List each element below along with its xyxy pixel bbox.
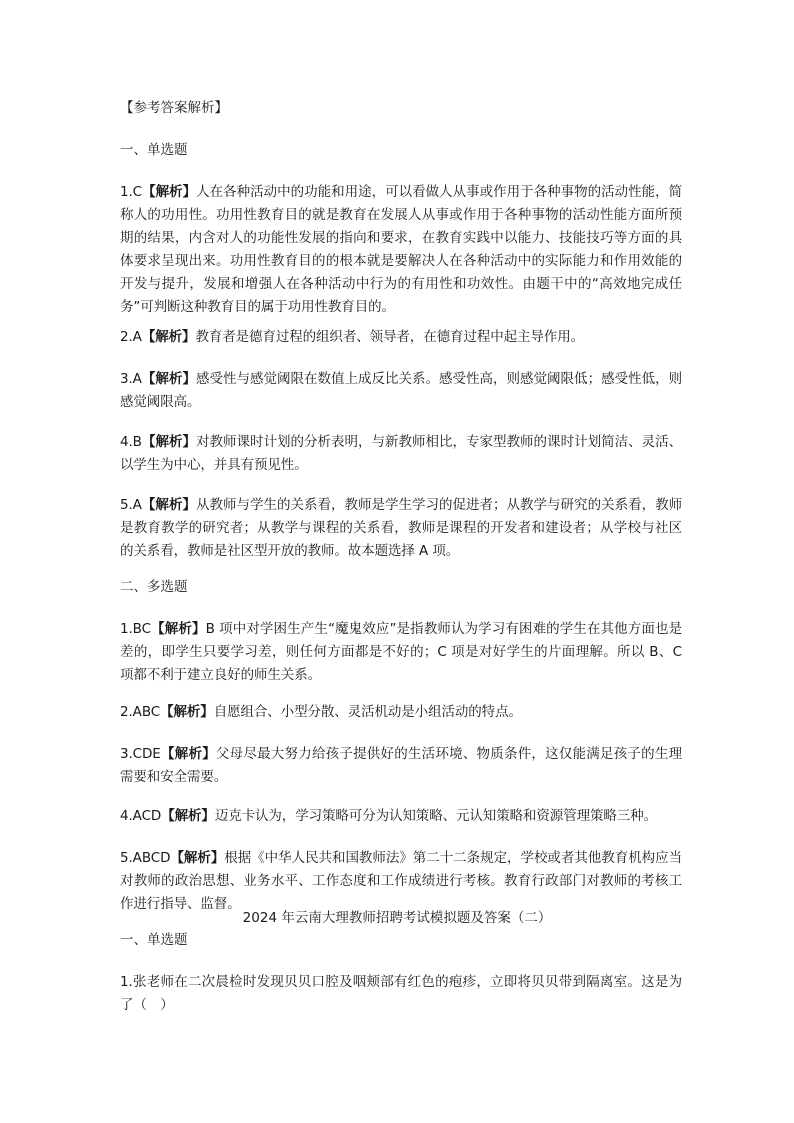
section-heading-multi-choice: 二、多选题	[120, 579, 188, 595]
analysis-text: 感受性与感觉阈限在数值上成反比关系。感受性高，则感觉阈限低；感受性低，则感觉阈限高。	[120, 371, 682, 410]
answer-item	[120, 181, 682, 319]
analysis-text: 教育者是德育过程的组织者、领导者，在德育过程中起主导作用。	[195, 329, 585, 345]
analysis-tag: 【解析】	[150, 621, 206, 637]
answer-number: 3.A	[120, 371, 142, 387]
answer-item	[120, 847, 682, 916]
analysis-tag: 【解析】	[141, 434, 196, 450]
answer-item	[120, 701, 682, 724]
analysis-text: 父母尽最大努力给孩子提供好的生活环境、物质条件，这仅能满足孩子的生理需要和安全需要。	[120, 746, 682, 785]
analysis-text: 人在各种活动中的功能和用途，可以看做人从事或作用于各种事物的活动性能，简称人的功用性。功用性教育目的就是教育在发展人从事或作用于各种事物的活动性能方面所预期的结果，内含对人的功能性发展的指向和要求，在教育实践中以能力、技能技巧等方面的具体要求呈现出来。功用性教育目的的根本就是要解决人在各种活动中的实际能力和作用效能的开发与提升，发展和增强人在各种活动中行为的有用性和功效性。由题干中的“高效地完成任务”可判断这种教育目的属于功用性教育目的。	[120, 184, 682, 315]
analysis-tag: 【解析】	[141, 497, 196, 513]
answer-number: 1.BC	[120, 621, 151, 637]
analysis-tag: 【解析】	[142, 184, 197, 200]
answer-item	[120, 618, 682, 687]
analysis-text: B 项中对学困生产生“魔鬼效应”是指教师认为学习有困难的学生在其他方面也是差的，即学生只要学习差，则任何方面都是不好的；C 项是对好学生的片面理解。所以 B、C 项都不利于建立良好的师生关系。	[120, 621, 682, 683]
answer-number: 4.B	[120, 434, 142, 450]
analysis-tag: 【解析】	[160, 704, 214, 720]
analysis-text: 从教师与学生的关系看，教师是学生学习的促进者；从教学与研究的关系看，教师是教育教学的研究者；从教学与课程的关系看，教师是课程的开发者和建设者；从学校与社区的关系看，教师是社区型开放的教师。故本题选择 A 项。	[120, 497, 682, 559]
analysis-text: 对教师课时计划的分析表明，与新教师相比，专家型教师的课时计划简洁、灵活、以学生为中心，并具有预见性。	[120, 434, 682, 473]
analysis-tag: 【解析】	[141, 371, 196, 387]
answer-number: 5.ABCD	[120, 850, 171, 866]
analysis-text: 自愿组合、小型分散、灵活机动是小组活动的特点。	[213, 704, 522, 720]
question-text: 1.张老师在二次晨检时发现贝贝口腔及咽颊部有红色的疱疹，立即将贝贝带到隔离室。这是为了（ ）	[120, 974, 682, 1013]
answer-item	[120, 805, 682, 828]
analysis-text: 迈克卡认为，学习策略可分为认知策略、元认知策略和资源管理策略三种。	[214, 808, 658, 824]
answer-number: 2.A	[120, 329, 142, 345]
answer-item	[120, 431, 682, 477]
answer-key-title: 【参考答案解析】	[120, 100, 228, 116]
analysis-tag: 【解析】	[160, 746, 216, 762]
answer-item	[120, 368, 682, 414]
answer-number: 1.C	[120, 184, 143, 200]
answer-number: 3.CDE	[120, 746, 161, 762]
answer-number: 5.A	[120, 497, 142, 513]
answer-item	[120, 494, 682, 563]
analysis-tag: 【解析】	[141, 329, 196, 345]
answer-number: 4.ACD	[120, 808, 162, 824]
answer-number: 2.ABC	[120, 704, 161, 720]
analysis-tag: 【解析】	[161, 808, 215, 824]
analysis-tag: 【解析】	[170, 850, 225, 866]
analysis-text: 根据《中华人民共和国教师法》第二十二条规定，学校或者其他教育机构应当对教师的政治思想、业务水平、工作态度和工作成绩进行考核。教育行政部门对教师的考核工作进行指导、监督。	[120, 850, 682, 912]
section-heading-single-choice: 一、单选题	[120, 142, 188, 158]
answer-item	[120, 743, 682, 789]
section-heading-single-choice-2: 一、单选题	[120, 932, 188, 948]
answer-item	[120, 326, 682, 349]
next-paper-title: 2024 年云南大理教师招聘考试模拟题及答案（二）	[242, 910, 552, 926]
